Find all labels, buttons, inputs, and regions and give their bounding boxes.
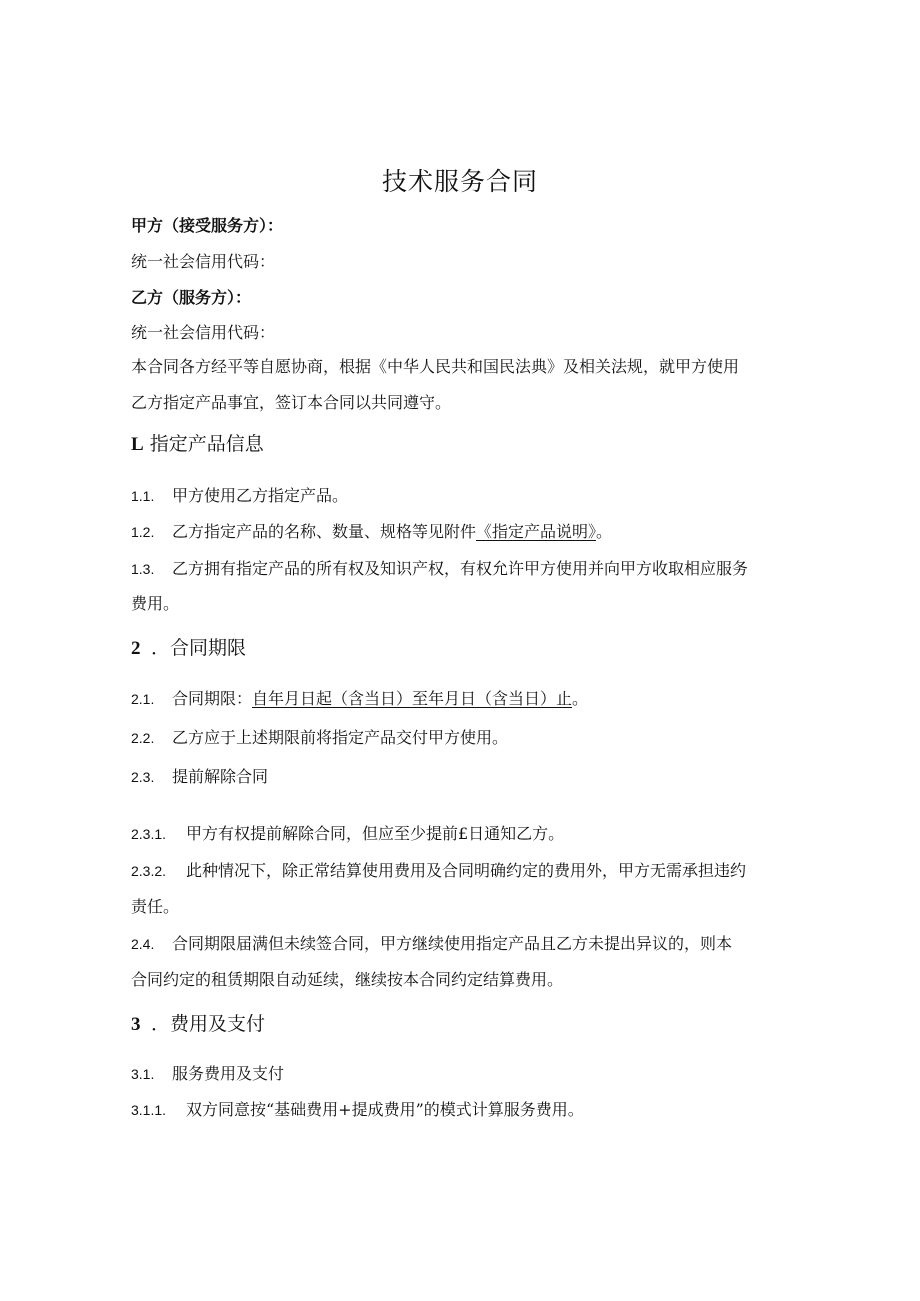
clause-2-2: [131, 728, 508, 748]
clause-text: 乙方拥有指定产品的所有权及知识产权，有权允许甲方使用并向甲方收取相应服务: [172, 559, 749, 578]
contract-period: 自年月日起（含当日）至年月日（含当日）止: [252, 689, 573, 708]
intro-paragraph-line-1: 本合同各方经平等自愿协商，根据《中华人民共和国民法典》及相关法规，就甲方使用: [131, 357, 740, 376]
clause-text: 此种情况下，除正常结算使用费用及合同明确约定的费用外，甲方无需承担违约: [186, 861, 747, 880]
clause-number: 1.1.: [131, 488, 155, 504]
section-1-number: L: [131, 434, 144, 455]
clause-number: 3.1.: [131, 1066, 155, 1082]
document-title: 技术服务合同: [381, 167, 538, 196]
clause-2-3-2-continued: 责任。: [131, 897, 180, 916]
clause-number: 1.3.: [131, 561, 155, 577]
clause-3-1-1: [131, 1100, 584, 1120]
clause-text: 甲方有权提前解除合同，但应至少提前£日通知乙方。: [186, 824, 565, 843]
appendix-reference: 《指定产品说明》: [476, 522, 597, 541]
clause-text: 乙方应于上述期限前将指定产品交付甲方使用。: [172, 728, 509, 747]
clause-1-3-continued: 费用。: [131, 594, 180, 613]
clause-number: 2.1.: [131, 691, 155, 707]
clause-2-3: [131, 767, 268, 787]
section-1-title: 指定产品信息: [149, 433, 264, 455]
clause-1-1: [131, 486, 348, 506]
clause-text-end: 。: [596, 522, 613, 541]
clause-2-3-1: [131, 824, 564, 844]
party-b-label: 乙方（服务方）：: [131, 288, 252, 307]
section-3-number: 3: [131, 1014, 141, 1035]
clause-text: 甲方使用乙方指定产品。: [172, 486, 349, 505]
clause-2-1: [131, 689, 588, 709]
section-3-title: ．费用及支付: [151, 1013, 266, 1035]
clause-text: 乙方指定产品的名称、数量、规格等见附件: [172, 522, 477, 541]
clause-text: 提前解除合同: [172, 767, 269, 786]
clause-2-4-continued: 合同约定的租赁期限自动延续，继续按本合同约定结算费用。: [131, 970, 564, 989]
clause-number: 2.4.: [131, 936, 155, 952]
clause-number: 2.2.: [131, 730, 155, 746]
section-1-heading: [131, 432, 264, 457]
clause-number: 1.2.: [131, 524, 155, 540]
section-3-heading: [131, 1012, 265, 1037]
section-2-heading: [131, 636, 246, 661]
section-2-number: 2: [131, 638, 141, 659]
clause-1-2: [131, 522, 612, 542]
clause-number: 3.1.1.: [131, 1102, 167, 1118]
party-a-credit-code: 统一社会信用代码：: [131, 252, 276, 271]
intro-paragraph-line-2: 乙方指定产品事宜，签订本合同以共同遵守。: [131, 393, 452, 412]
clause-2-3-2: [131, 861, 746, 881]
clause-text: 双方同意按“基础费用+提成费用”的模式计算服务费用。: [186, 1100, 584, 1119]
clause-number: 2.3.: [131, 769, 155, 785]
clause-text: 合同期限届满但未续签合同，甲方继续使用指定产品且乙方未提出异议的，则本: [172, 934, 733, 953]
party-b-credit-code: 统一社会信用代码：: [131, 323, 276, 342]
clause-text: 服务费用及支付: [172, 1064, 285, 1083]
clause-text: 合同期限：: [172, 689, 253, 708]
party-a-label: 甲方（接受服务方）：: [131, 216, 284, 235]
clause-number: 2.3.1.: [131, 826, 167, 842]
clause-1-3: [131, 559, 748, 579]
clause-number: 2.3.2.: [131, 863, 167, 879]
section-2-title: ．合同期限: [151, 637, 247, 659]
clause-text-end: 。: [572, 689, 589, 708]
clause-3-1: [131, 1064, 284, 1084]
clause-2-4: [131, 934, 732, 954]
